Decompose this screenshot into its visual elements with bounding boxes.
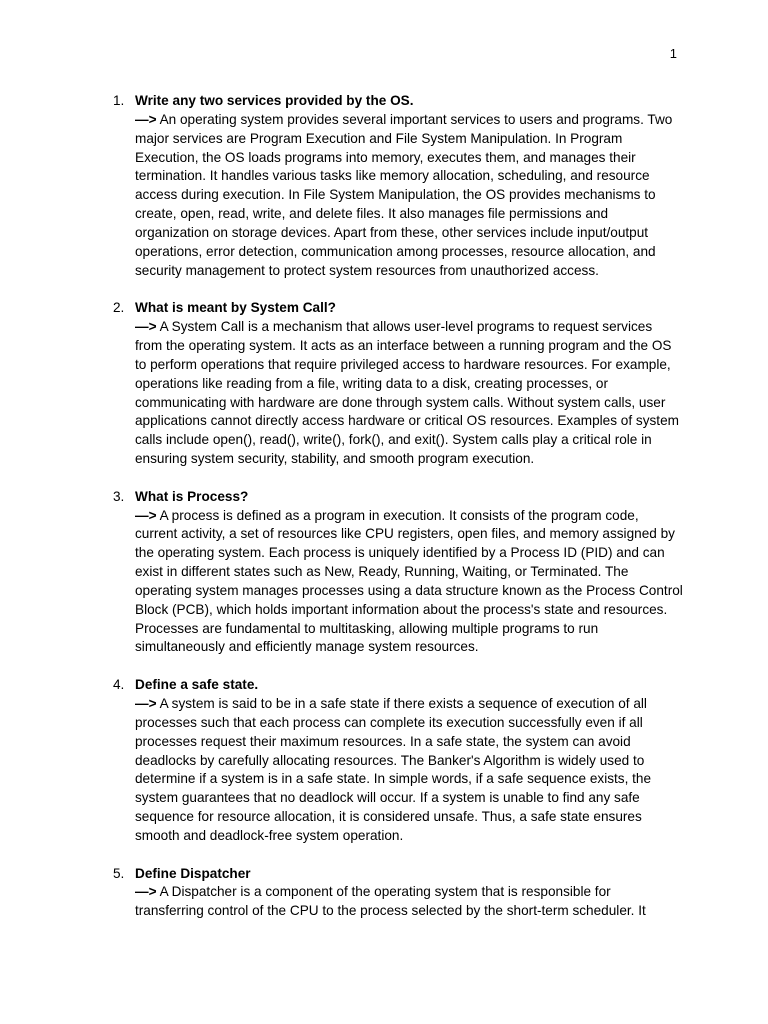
qa-item-1 xyxy=(0,92,683,280)
qa-question: Define a safe state. xyxy=(135,677,259,693)
answer-text: A System Call is a mechanism that allows user-level programs to request services from the operating system. It acts as an interface between a running program and the OS to perform operations that require privileged access to hardware resources. For example, operations like reading from a file, writing data to a disk, creating processes, or communicating with hardware are done through system calls. Without system calls, user applications cannot directly access hardware or critical OS resources. Examples of system calls include open(), read(), write(), fork(), and exit(). System calls play a critical role in ensuring system security, stability, and smooth program execution. xyxy=(135,319,679,467)
qa-question: What is Process? xyxy=(135,488,249,504)
qa-answer xyxy=(135,695,683,846)
qa-question: Write any two services provided by the OS. xyxy=(135,93,414,108)
arrow-marker: —> xyxy=(135,111,157,127)
answer-text: A system is said to be in a safe state if there exists a sequence of execution of all processes such that each process can complete its execution successfully even if all processes request their maximum resources. In a safe state, the system can avoid deadlocks by carefully allocating resources. The Banker's Algorithm is widely used to determine if a system is in a safe state. In simple words, if a safe sequence exists, the system guarantees that no deadlock will occur. If a system is unable to find any safe sequence for resource allocation, it is considered unsafe. Thus, a safe state ensures smooth and deadlock-free system operation. xyxy=(135,696,652,843)
qa-list xyxy=(0,92,768,940)
qa-item-3 xyxy=(0,488,683,658)
qa-number: 4. xyxy=(113,677,125,693)
qa-answer xyxy=(135,507,683,658)
arrow-marker: —> xyxy=(135,319,157,335)
qa-number: 1. xyxy=(113,93,125,108)
qa-item-2 xyxy=(0,299,683,469)
qa-item-5 xyxy=(0,865,683,922)
page-number: 1 xyxy=(669,46,677,61)
answer-text: A Dispatcher is a component of the operating system that is responsible for transferring control of the CPU to the process selected by the short-term scheduler. It xyxy=(135,884,646,919)
arrow-marker: —> xyxy=(135,696,157,711)
qa-answer xyxy=(135,883,683,921)
qa-question: Define Dispatcher xyxy=(135,865,251,881)
qa-number: 2. xyxy=(113,300,125,316)
arrow-marker: —> xyxy=(135,884,157,900)
qa-answer xyxy=(135,318,683,469)
qa-item-4 xyxy=(0,676,683,846)
answer-text: An operating system provides several important services to users and programs. Two major services are Program Execution and File System Manipulation. In Program Execution, the OS loads programs into memory, executes them, and manages their termination. It handles various tasks like memory allocation, scheduling, and resource access during execution. In File System Manipulation, the OS provides mechanisms to create, open, read, write, and delete files. It also manages file permissions and organization on storage devices. Apart from these, other services include input/output operations, error detection, communication among processes, resource allocation, and security management to protect system resources from unauthorized access. xyxy=(135,111,673,278)
arrow-marker: —> xyxy=(135,507,157,523)
qa-answer xyxy=(135,111,683,281)
qa-number: 3. xyxy=(113,488,125,504)
answer-text: A process is defined as a program in execution. It consists of the program code, current activity, a set of resources like CPU registers, open files, and memory assigned by the operating system. Each process is uniquely identified by a Process ID (PID) and can exist in different states such as New, Ready, Running, Waiting, or Terminated. The operating system manages processes using a data structure known as the Process Control Block (PCB), which holds important information about the process's state and resources. Processes are fundamental to multitasking, allowing multiple programs to run simultaneously and efficiently manage system resources. xyxy=(135,507,683,655)
qa-number: 5. xyxy=(113,865,125,881)
qa-question: What is meant by System Call? xyxy=(135,300,336,316)
